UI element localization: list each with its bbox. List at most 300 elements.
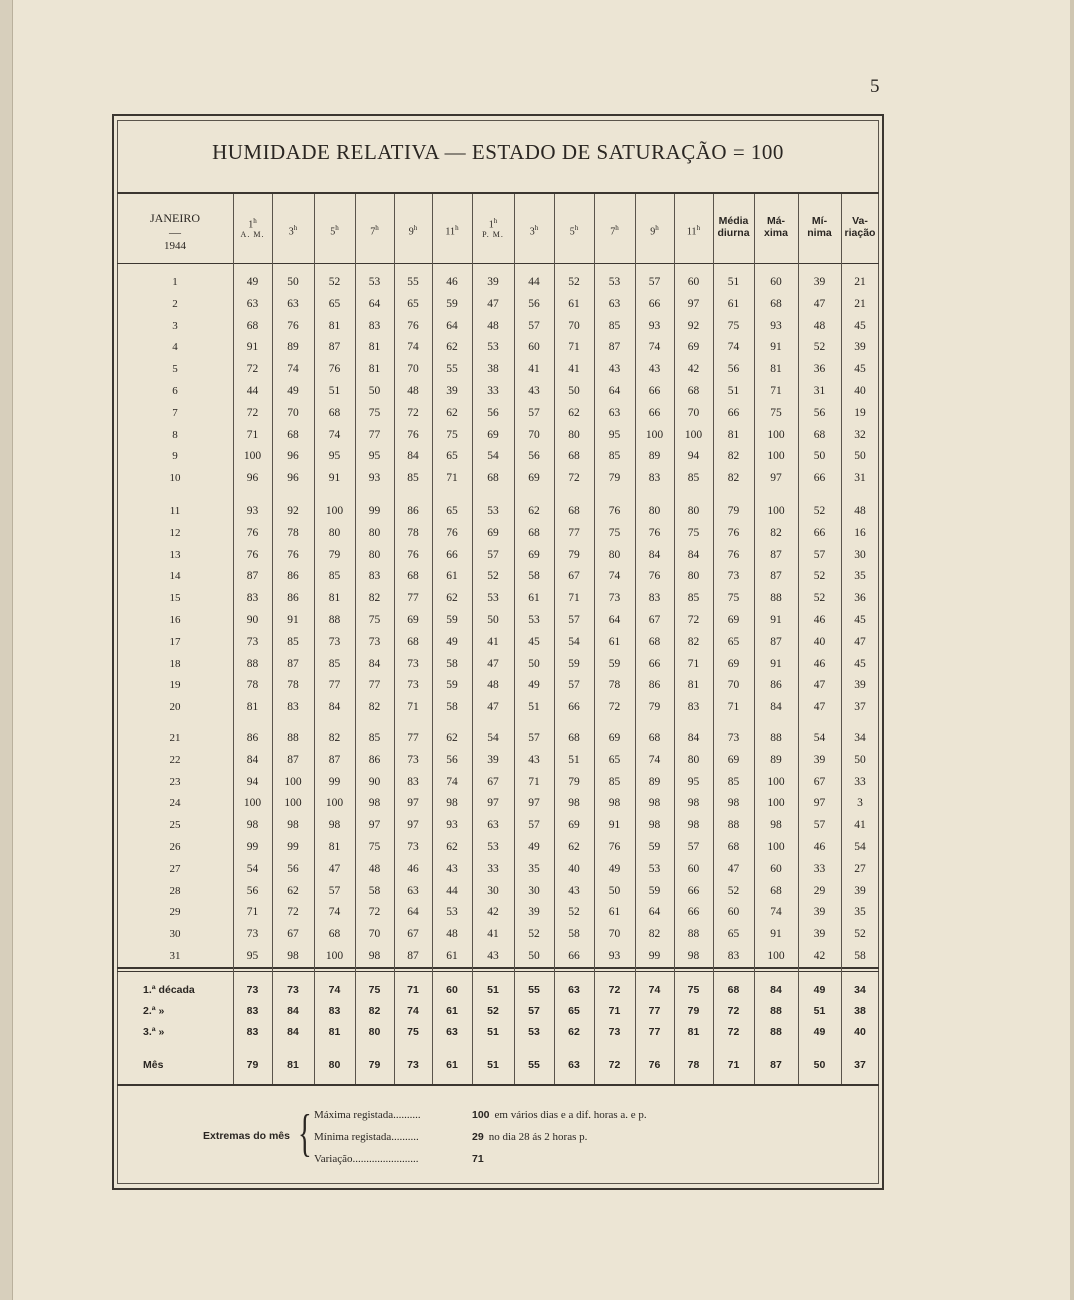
value-cell: 84 — [328, 701, 341, 714]
value-cell: 65 — [446, 450, 458, 463]
value-cell: 39 — [487, 276, 499, 288]
value-cell: 76 — [648, 526, 661, 539]
value-cell: 56 — [446, 753, 458, 766]
value-cell: 96 — [287, 450, 299, 463]
day-label: 5 — [172, 363, 178, 376]
value-cell: 85 — [608, 319, 621, 332]
value-cell: 80 — [608, 548, 621, 561]
value-cell: 88 — [246, 657, 259, 670]
value-cell: 61 — [727, 297, 740, 310]
summary-cell: 72 — [608, 984, 621, 996]
value-cell: 87 — [770, 570, 782, 583]
header-hour-6: 11$^h$ — [445, 224, 459, 238]
value-cell: 39 — [854, 884, 866, 897]
value-cell: 70 — [368, 928, 381, 941]
value-cell: 69 — [528, 472, 540, 485]
value-cell: 87 — [287, 753, 299, 766]
value-cell: 75 — [770, 406, 782, 419]
header-summary-3-a: Mí- — [811, 215, 828, 227]
value-cell: 58 — [446, 701, 458, 714]
value-cell: 85 — [407, 472, 419, 485]
summary-cell: 49 — [813, 1026, 826, 1038]
value-cell: 89 — [770, 753, 782, 766]
value-cell: 65 — [727, 928, 740, 941]
value-cell: 81 — [328, 319, 341, 332]
summary-cell: 74 — [328, 984, 341, 996]
day-label: 30 — [169, 928, 181, 941]
value-cell: 62 — [446, 341, 458, 354]
value-cell: 85 — [687, 472, 700, 485]
header-year: 1944 — [164, 240, 186, 252]
value-cell: 81 — [246, 701, 259, 714]
summary-cell: 74 — [407, 1005, 419, 1017]
value-cell: 77 — [568, 526, 580, 539]
value-cell: 61 — [568, 297, 580, 310]
value-cell: 45 — [528, 635, 540, 648]
value-cell: 73 — [727, 732, 740, 744]
summary-cell: 63 — [568, 984, 580, 996]
value-cell: 45 — [854, 614, 866, 626]
value-cell: 73 — [407, 657, 419, 670]
value-cell: 87 — [328, 753, 341, 766]
header-summary-4-b: riação — [844, 227, 876, 239]
value-cell: 66 — [568, 950, 580, 962]
value-cell: 68 — [407, 570, 419, 583]
value-cell: 98 — [608, 797, 621, 810]
value-cell: 67 — [287, 928, 299, 941]
value-cell: 65 — [328, 297, 341, 310]
value-cell: 70 — [608, 928, 621, 941]
value-cell: 69 — [487, 428, 499, 441]
value-cell: 83 — [287, 701, 299, 714]
value-cell: 68 — [687, 385, 700, 397]
value-cell: 69 — [487, 526, 499, 539]
value-cell: 80 — [328, 526, 341, 539]
value-cell: 54 — [813, 732, 826, 744]
value-cell: 68 — [648, 732, 661, 744]
value-cell: 52 — [813, 592, 826, 605]
summary-cell: 73 — [608, 1026, 621, 1038]
value-cell: 85 — [727, 775, 740, 788]
value-cell: 43 — [648, 363, 661, 376]
value-cell: 33 — [854, 775, 866, 788]
value-cell: 84 — [687, 548, 700, 561]
summary-cell: 77 — [648, 1005, 661, 1017]
value-cell: 69 — [687, 341, 700, 354]
value-cell: 100 — [325, 505, 344, 517]
summary-cell: 82 — [368, 1005, 381, 1017]
value-cell: 39 — [813, 928, 826, 941]
summary-cell: 80 — [368, 1026, 381, 1038]
value-cell: 49 — [528, 841, 540, 853]
value-cell: 71 — [407, 701, 419, 714]
value-cell: 68 — [487, 472, 499, 485]
value-cell: 74 — [287, 363, 299, 376]
value-cell: 91 — [770, 928, 782, 941]
value-cell: 79 — [608, 472, 621, 485]
value-cell: 76 — [287, 548, 299, 561]
value-cell: 66 — [648, 297, 661, 310]
value-cell: 63 — [287, 297, 299, 310]
value-cell: 75 — [727, 592, 740, 605]
value-cell: 61 — [446, 570, 458, 583]
value-cell: 48 — [407, 385, 419, 397]
hour-number: 1 — [488, 219, 494, 231]
value-cell: 39 — [446, 385, 458, 397]
value-cell: 32 — [854, 428, 866, 441]
value-cell: 92 — [287, 505, 299, 517]
value-cell: 59 — [608, 657, 621, 670]
value-cell: 80 — [368, 548, 381, 561]
summary-cell: 72 — [727, 1005, 740, 1017]
value-cell: 54 — [487, 450, 499, 463]
value-cell: 56 — [487, 406, 499, 419]
summary-cell: 73 — [287, 984, 299, 996]
value-cell: 71 — [446, 472, 458, 485]
header-month: JANEIRO — [150, 211, 200, 225]
summary-cell: 83 — [328, 1005, 341, 1017]
summary-cell: 63 — [568, 1059, 580, 1071]
value-cell: 48 — [487, 679, 499, 692]
page-right-edge — [1070, 0, 1074, 1300]
value-cell: 92 — [687, 319, 700, 332]
value-cell: 93 — [608, 950, 621, 962]
summary-cell: 55 — [528, 984, 540, 996]
value-cell: 88 — [770, 592, 782, 605]
header-summary-1-a: Média — [718, 215, 749, 227]
day-label: 20 — [169, 701, 181, 714]
value-cell: 68 — [770, 884, 782, 897]
value-cell: 41 — [528, 363, 540, 376]
header-dash: — — [169, 225, 181, 239]
value-cell: 91 — [287, 614, 299, 626]
summary-cell: 51 — [487, 984, 499, 996]
value-cell: 54 — [487, 732, 499, 744]
value-cell: 74 — [727, 341, 740, 354]
summary-cell: 63 — [446, 1026, 458, 1038]
value-cell: 42 — [487, 906, 499, 919]
value-cell: 71 — [528, 775, 540, 788]
value-cell: 89 — [648, 775, 661, 788]
summary-cell: 51 — [487, 1059, 499, 1071]
value-cell: 87 — [770, 635, 782, 648]
value-cell: 66 — [813, 472, 826, 485]
value-cell: 93 — [246, 505, 259, 517]
value-cell: 16 — [854, 526, 866, 539]
header-hour-3: 5$^h$ — [330, 224, 339, 238]
hour-number: 9 — [650, 226, 656, 238]
value-cell: 71 — [770, 385, 782, 397]
summary-cell: 79 — [246, 1059, 259, 1071]
value-cell: 52 — [813, 341, 826, 354]
value-cell: 33 — [487, 862, 499, 875]
value-cell: 47 — [328, 862, 341, 875]
day-label: 18 — [169, 657, 181, 670]
value-cell: 86 — [368, 753, 381, 766]
value-cell: 97 — [813, 797, 826, 810]
value-cell: 45 — [854, 657, 866, 670]
day-label: 27 — [169, 862, 181, 875]
summary-cell: 73 — [407, 1059, 419, 1071]
value-cell: 99 — [246, 841, 259, 853]
day-label: 23 — [169, 775, 181, 788]
value-cell: 85 — [328, 657, 341, 670]
day-label: 1 — [172, 276, 178, 288]
value-cell: 50 — [813, 450, 826, 463]
value-cell: 95 — [608, 428, 621, 441]
value-cell: 39 — [813, 753, 826, 766]
value-cell: 51 — [328, 385, 341, 397]
value-cell: 95 — [368, 450, 381, 463]
value-cell: 63 — [487, 819, 499, 832]
value-cell: 43 — [446, 862, 458, 875]
header-hour-8: 3$^h$ — [529, 224, 539, 238]
extremes-var-label: Variação........................ — [314, 1153, 419, 1165]
value-cell: 72 — [608, 701, 621, 714]
value-cell: 61 — [528, 592, 540, 605]
value-cell: 62 — [446, 732, 458, 744]
value-cell: 50 — [568, 385, 580, 397]
value-cell: 66 — [687, 906, 700, 919]
value-cell: 49 — [528, 679, 540, 692]
value-cell: 75 — [727, 319, 740, 332]
summary-cell: 83 — [246, 1005, 259, 1017]
value-cell: 62 — [446, 592, 458, 605]
value-cell: 39 — [854, 679, 866, 692]
value-cell: 100 — [767, 841, 785, 853]
value-cell: 44 — [528, 276, 540, 288]
value-cell: 70 — [727, 679, 740, 692]
value-cell: 58 — [854, 950, 866, 962]
value-cell: 57 — [568, 614, 580, 626]
value-cell: 83 — [648, 472, 661, 485]
value-cell: 46 — [813, 841, 826, 853]
value-cell: 83 — [648, 592, 661, 605]
value-cell: 62 — [446, 406, 458, 419]
value-cell: 74 — [328, 906, 341, 919]
value-cell: 35 — [528, 862, 540, 875]
value-cell: 90 — [246, 614, 259, 626]
hour-number: 9 — [408, 226, 414, 238]
value-cell: 62 — [528, 505, 540, 517]
value-cell: 73 — [328, 635, 341, 648]
value-cell: 75 — [368, 614, 381, 626]
value-cell: 57 — [528, 406, 540, 419]
value-cell: 39 — [813, 276, 826, 288]
value-cell: 63 — [246, 297, 259, 310]
summary-cell: 80 — [328, 1059, 341, 1071]
value-cell: 70 — [568, 319, 580, 332]
summary-cell: 87 — [770, 1059, 782, 1071]
value-cell: 100 — [325, 797, 344, 810]
day-label: 2 — [172, 297, 178, 310]
value-cell: 70 — [687, 406, 700, 419]
value-cell: 66 — [648, 385, 661, 397]
value-cell: 80 — [687, 570, 700, 583]
value-cell: 40 — [854, 385, 866, 397]
brace-glyph: { — [298, 1105, 312, 1162]
value-cell: 68 — [648, 635, 661, 648]
value-cell: 61 — [608, 906, 621, 919]
value-cell: 100 — [645, 428, 664, 441]
value-cell: 19 — [854, 406, 866, 419]
value-cell: 88 — [687, 928, 700, 941]
value-cell: 50 — [608, 884, 621, 897]
value-cell: 47 — [813, 297, 826, 310]
value-cell: 65 — [407, 297, 419, 310]
value-cell: 68 — [568, 505, 580, 517]
value-cell: 38 — [487, 363, 499, 376]
value-cell: 73 — [407, 841, 419, 853]
value-cell: 48 — [854, 505, 866, 517]
hour-number: 1 — [248, 219, 254, 231]
value-cell: 27 — [854, 862, 866, 875]
summary-cell: 81 — [328, 1026, 341, 1038]
value-cell: 53 — [648, 862, 661, 875]
value-cell: 57 — [648, 276, 661, 288]
value-cell: 87 — [407, 950, 419, 962]
header-period: P. M. — [482, 230, 504, 239]
value-cell: 41 — [568, 363, 580, 376]
value-cell: 93 — [770, 319, 782, 332]
value-cell: 53 — [608, 276, 621, 288]
value-cell: 82 — [368, 701, 381, 714]
header-rule — [117, 263, 879, 264]
value-cell: 49 — [246, 276, 259, 288]
page-binding-edge — [0, 0, 13, 1300]
summary-cell: 75 — [368, 984, 381, 996]
value-cell: 100 — [243, 450, 262, 463]
value-cell: 53 — [487, 841, 499, 853]
header-summary-2-a: Má- — [766, 215, 786, 227]
value-cell: 56 — [727, 363, 740, 376]
value-cell: 81 — [727, 428, 740, 441]
value-cell: 70 — [407, 363, 419, 376]
value-cell: 86 — [648, 679, 661, 692]
day-label: 19 — [169, 679, 181, 692]
value-cell: 51 — [727, 276, 740, 288]
header-hour-11: 9$^h$ — [650, 224, 659, 238]
summary-cell: 57 — [528, 1005, 540, 1017]
value-cell: 53 — [368, 276, 381, 288]
value-cell: 69 — [727, 657, 740, 670]
value-cell: 86 — [770, 679, 782, 692]
value-cell: 68 — [328, 928, 341, 941]
value-cell: 97 — [687, 297, 700, 310]
value-cell: 51 — [727, 385, 740, 397]
header-summary-1-b: diurna — [717, 227, 750, 239]
header-hour-1: 1$^h$ — [248, 217, 257, 231]
value-cell: 29 — [813, 884, 826, 897]
day-label: 9 — [172, 450, 178, 463]
value-cell: 71 — [568, 341, 580, 354]
value-cell: 73 — [727, 570, 740, 583]
value-cell: 87 — [287, 657, 299, 670]
value-cell: 40 — [568, 862, 580, 875]
extremes-var-value — [472, 1152, 489, 1166]
value-cell: 88 — [727, 819, 740, 832]
value-cell: 78 — [608, 679, 621, 692]
day-label: 24 — [169, 797, 181, 810]
value-cell: 82 — [368, 592, 381, 605]
hour-number: 5 — [569, 226, 575, 238]
value-cell: 74 — [407, 341, 419, 354]
summary-rule-bottom — [117, 1084, 879, 1086]
summary-cell: 52 — [487, 1005, 499, 1017]
summary-cell: 49 — [813, 984, 826, 996]
value-cell: 59 — [446, 614, 458, 626]
summary-cell: 84 — [770, 984, 782, 996]
value-cell: 51 — [528, 701, 540, 714]
value-cell: 80 — [368, 526, 381, 539]
value-cell: 63 — [608, 406, 621, 419]
value-cell: 52 — [328, 276, 341, 288]
value-cell: 62 — [446, 841, 458, 853]
value-cell: 85 — [368, 732, 381, 744]
value-cell: 47 — [854, 635, 866, 648]
summary-cell: 81 — [287, 1059, 299, 1071]
value-cell: 76 — [246, 526, 259, 539]
value-cell: 98 — [770, 819, 782, 832]
extremes-min-label: Mínima registada.......... — [314, 1131, 419, 1143]
summary-cell: 84 — [287, 1026, 299, 1038]
day-label: 3 — [172, 319, 178, 332]
summary-cell: 88 — [770, 1026, 782, 1038]
value-cell: 84 — [368, 657, 381, 670]
value-cell: 64 — [446, 319, 458, 332]
value-cell: 30 — [487, 884, 499, 897]
value-cell: 97 — [368, 819, 381, 832]
value-cell: 84 — [246, 753, 259, 766]
summary-cell: 37 — [854, 1059, 866, 1071]
value-cell: 75 — [446, 428, 458, 441]
value-cell: 49 — [446, 635, 458, 648]
value-cell: 76 — [287, 319, 299, 332]
value-cell: 86 — [287, 592, 299, 605]
value-cell: 72 — [687, 614, 700, 626]
value-cell: 65 — [727, 635, 740, 648]
value-cell: 56 — [287, 862, 299, 875]
summary-cell: 61 — [446, 1005, 458, 1017]
value-cell: 77 — [328, 679, 341, 692]
summary-cell: 75 — [407, 1026, 419, 1038]
summary-cell: 53 — [528, 1026, 540, 1038]
summary-cell: 83 — [246, 1026, 259, 1038]
day-label: 6 — [172, 385, 178, 397]
value-cell: 98 — [287, 819, 299, 832]
value-cell: 46 — [407, 862, 419, 875]
value-cell: 31 — [813, 385, 826, 397]
day-label: 21 — [169, 732, 181, 744]
value-cell: 83 — [368, 319, 381, 332]
value-cell: 99 — [368, 505, 381, 517]
value-cell: 83 — [368, 570, 381, 583]
value-cell: 67 — [648, 614, 661, 626]
value-cell: 91 — [770, 614, 782, 626]
value-cell: 94 — [687, 450, 700, 463]
value-cell: 35 — [854, 906, 866, 919]
value-cell: 59 — [568, 657, 580, 670]
value-cell: 82 — [328, 732, 341, 744]
header-hour-9: 5$^h$ — [569, 224, 579, 238]
value-cell: 70 — [528, 428, 540, 441]
value-cell: 87 — [608, 341, 621, 354]
value-cell: 52 — [568, 906, 580, 919]
value-cell: 35 — [854, 570, 866, 583]
header-hour-2: 3$^h$ — [288, 224, 298, 238]
value-cell: 54 — [246, 862, 259, 875]
value-cell: 67 — [407, 928, 419, 941]
